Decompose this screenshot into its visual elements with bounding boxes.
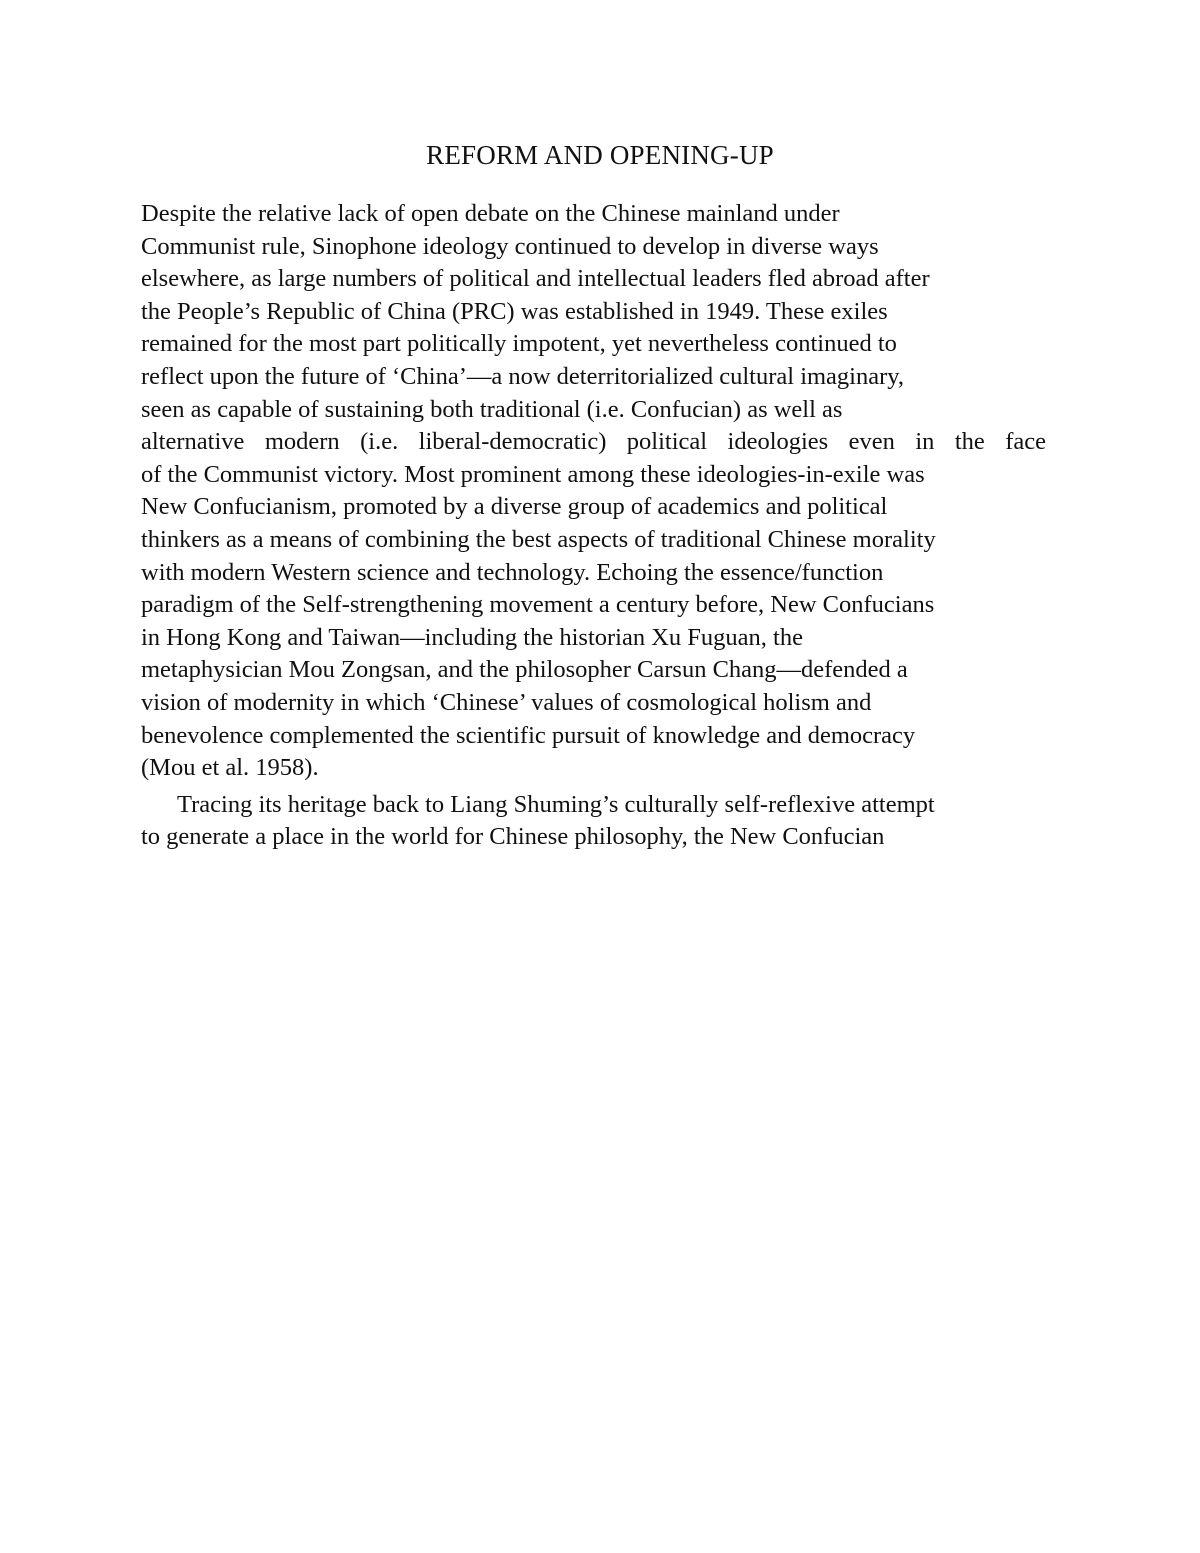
text-line: of the Communist victory. Most prominent among these ideologies-in-exile was <box>141 460 925 488</box>
text-line: Tracing its heritage back to Liang Shuming’s culturally self-reflexive attempt <box>177 790 935 818</box>
text-line: the People’s Republic of China (PRC) was established in 1949. These exiles <box>141 297 888 325</box>
text-line: thinkers as a means of combining the best aspects of traditional Chinese morality <box>141 525 936 553</box>
text-line: alternative modern (i.e. liberal-democratic) political ideologies even in the face <box>141 428 1046 456</box>
text-line: to generate a place in the world for Chinese philosophy, the New Confucian <box>141 823 885 851</box>
text-line: paradigm of the Self-strengthening movement a century before, New Confucians <box>141 591 935 619</box>
text-line: Communist rule, Sinophone ideology continued to develop in diverse ways <box>141 232 879 260</box>
text-line: vision of modernity in which ‘Chinese’ values of cosmological holism and <box>141 688 872 716</box>
text-line: New Confucianism, promoted by a diverse group of academics and political <box>141 493 888 521</box>
text-line: benevolence complemented the scientific pursuit of knowledge and democracy <box>141 721 916 749</box>
text-line: (Mou et al. 1958). <box>141 754 319 782</box>
paragraph-1 <box>141 198 1061 785</box>
text-line: seen as capable of sustaining both traditional (i.e. Confucian) as well as <box>141 395 843 423</box>
text-line: in Hong Kong and Taiwan—including the historian Xu Fuguan, the <box>141 623 803 651</box>
text-line: with modern Western science and technology. Echoing the essence/function <box>141 558 884 586</box>
page-title: REFORM AND OPENING-UP <box>426 140 774 170</box>
text-line: remained for the most part politically impotent, yet nevertheless continued to <box>141 330 897 358</box>
text-line: reflect upon the future of ‘China’—a now deterritorialized cultural imaginary, <box>141 362 905 390</box>
body-text <box>141 198 1061 854</box>
text-line: elsewhere, as large numbers of political and intellectual leaders fled abroad after <box>141 265 930 293</box>
paragraph-2 <box>141 789 1061 854</box>
text-line: metaphysician Mou Zongsan, and the philosopher Carsun Chang—defended a <box>141 656 908 684</box>
text-line: Despite the relative lack of open debate on the Chinese mainland under <box>141 200 840 227</box>
